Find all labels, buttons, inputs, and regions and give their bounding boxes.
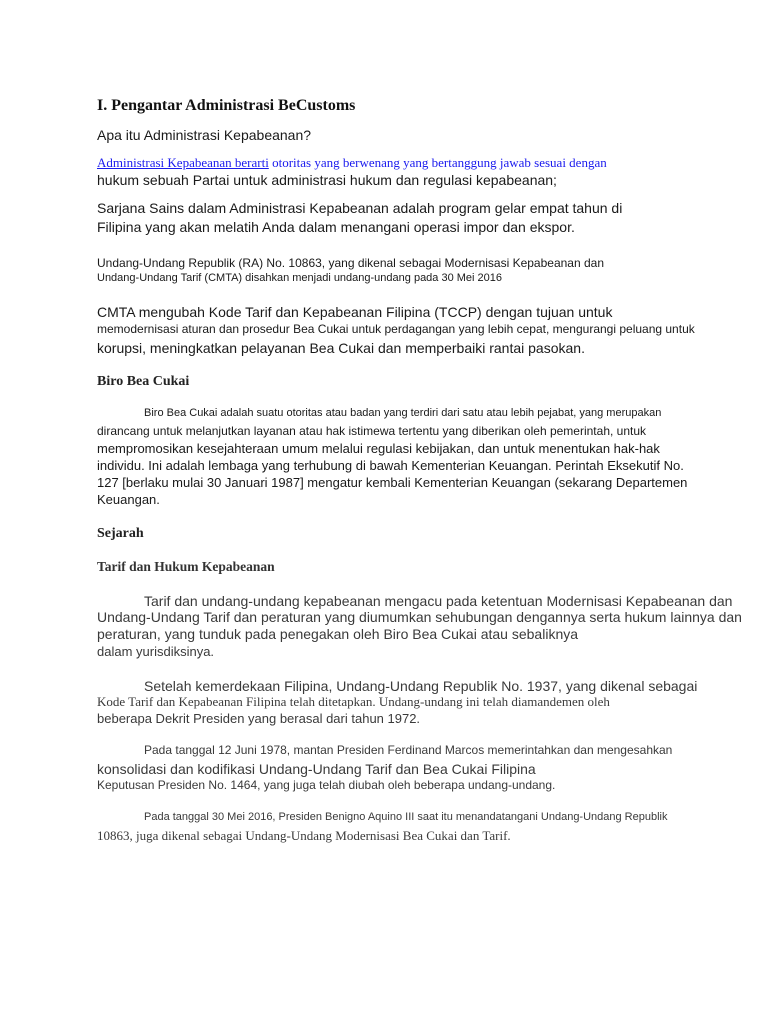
bureau-line-6: Keuangan. (97, 492, 160, 507)
history-p2-line-2: Kode Tarif dan Kepabeanan Filipina telah ditetapkan. Undang-undang ini telah diamandemen oleh (97, 694, 610, 709)
history-p4-line-1: Pada tanggal 30 Mei 2016, Presiden Benigno Aquino III saat itu menandatangani Undang-Undang Republik (144, 811, 668, 823)
history-p2-line-1: Setelah kemerdekaan Filipina, Undang-Undang Republik No. 1937, yang dikenal sebagai (144, 678, 698, 694)
bureau-line-2: dirancang untuk melanjutkan layanan atau hak istimewa tertentu yang diberikan oleh pemerintah, untuk (97, 424, 647, 438)
history-p3-line-1: Pada tanggal 12 Juni 1978, mantan Presiden Ferdinand Marcos memerintahkan dan mengesahkan (144, 743, 673, 757)
page-title: I. Pengantar Administrasi BeCustoms (97, 97, 356, 114)
history-p3-line-2: konsolidasi dan kodifikasi Undang-Undang Tarif dan Bea Cukai Filipina (97, 761, 536, 777)
history-p4-line-2: 10863, juga dikenal sebagai Undang-Undang Modernisasi Bea Cukai dan Tarif. (97, 828, 511, 843)
definition-link[interactable]: Administrasi Kepabeanan berarti (97, 155, 269, 170)
cmta-line-1: CMTA mengubah Kode Tarif dan Kepabeanan Filipina (TCCP) dengan tujuan untuk (97, 304, 613, 320)
history-heading: Sejarah (97, 526, 144, 541)
bureau-line-5: 127 [berlaku mulai 30 Januari 1987] mengatur kembali Kementerian Keuangan (sekarang Departemen (97, 475, 688, 490)
definition-line-1 (97, 155, 607, 171)
section-question: Apa itu Administrasi Kepabeanan? (97, 127, 312, 143)
ra-law-line-1: Undang-Undang Republik (RA) No. 10863, yang dikenal sebagai Modernisasi Kepabeanan dan (97, 256, 605, 270)
bureau-line-3: mempromosikan kesejahteraan umum melalui regulasi kebijakan, dan untuk menentukan hak-hak (97, 441, 660, 456)
history-p1-line-2: Undang-Undang Tarif dan peraturan yang diumumkan sehubungan dengannya serta hukum lainnya dan (97, 609, 742, 625)
history-p3-line-3: Keputusan Presiden No. 1464, yang juga telah diubah oleh beberapa undang-undang. (97, 778, 556, 792)
definition-rest: otoritas yang berwenang yang bertanggung jawab sesuai dengan (268, 155, 607, 170)
history-subheading: Tarif dan Hukum Kepabeanan (97, 559, 275, 574)
degree-line-2: Filipina yang akan melatih Anda dalam menangani operasi impor dan ekspor. (97, 219, 575, 235)
history-p2-line-3: beberapa Dekrit Presiden yang berasal dari tahun 1972. (97, 711, 421, 726)
definition-line-2: hukum sebuah Partai untuk administrasi hukum dan regulasi kepabeanan; (97, 172, 557, 188)
history-p1-line-3: peraturan, yang tunduk pada penegakan oleh Biro Bea Cukai atau sebaliknya (97, 626, 579, 642)
bureau-heading: Biro Bea Cukai (97, 374, 190, 389)
bureau-line-1: Biro Bea Cukai adalah suatu otoritas atau badan yang terdiri dari satu atau lebih pejabat, yang merupakan (144, 407, 662, 419)
degree-line-1: Sarjana Sains dalam Administrasi Kepabeanan adalah program gelar empat tahun di (97, 200, 623, 216)
ra-law-line-2: Undang-Undang Tarif (CMTA) disahkan menjadi undang-undang pada 30 Mei 2016 (97, 272, 503, 284)
cmta-line-3: korupsi, meningkatkan pelayanan Bea Cukai dan memperbaiki rantai pasokan. (97, 340, 585, 356)
history-p1-line-4: dalam yurisdiksinya. (97, 644, 215, 659)
history-p1-line-1: Tarif dan undang-undang kepabeanan mengacu pada ketentuan Modernisasi Kepabeanan dan (144, 593, 733, 609)
cmta-line-2: memodernisasi aturan dan prosedur Bea Cukai untuk perdagangan yang lebih cepat, mengurangi peluang untuk (97, 322, 695, 336)
bureau-line-4: individu. Ini adalah lembaga yang terhubung di bawah Kementerian Keuangan. Perintah Eksekutif No. (97, 458, 684, 473)
